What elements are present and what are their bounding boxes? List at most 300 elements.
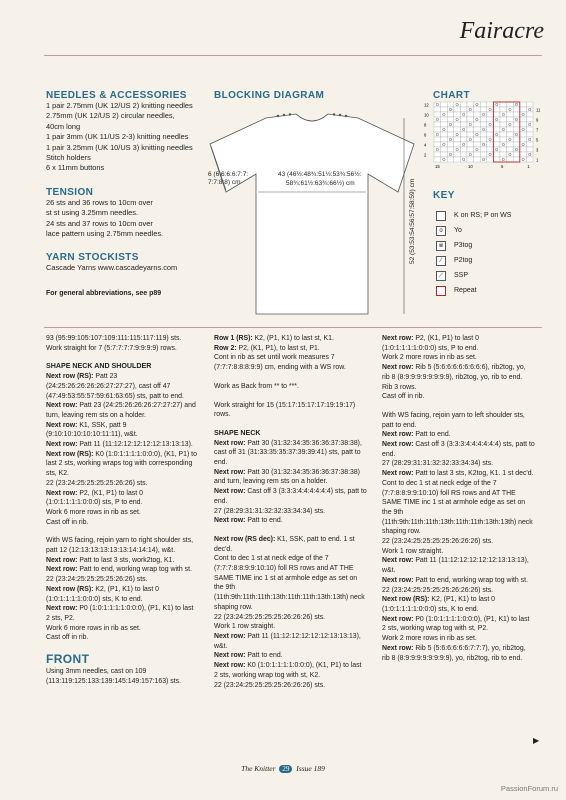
chart-cell	[520, 137, 527, 142]
chart-cell	[467, 147, 474, 152]
instruction-line: Next row: P2, (K1, P1) to last 0 (1:0:1:1:1:1:0:0:0) sts, P to end.	[46, 489, 143, 507]
row-label: Next row:	[46, 605, 78, 613]
chart-cell	[441, 122, 448, 127]
instruction-line: Next row: K0 (1:0:1:1:1:1:0:0:0), (K1, P1) to last 2 sts, working wrap tog with st, K2.	[214, 662, 362, 679]
chart-cell	[487, 157, 494, 162]
key-item: ⟋ SSP	[436, 268, 556, 283]
chart-cell	[507, 152, 514, 157]
chart-cell	[460, 147, 467, 152]
chart-cell	[474, 147, 481, 152]
chart-cell	[480, 127, 487, 132]
p2tog-symbol: ⁄	[436, 256, 446, 266]
chart-cell	[434, 102, 441, 107]
row-label: Next row:	[214, 517, 246, 525]
row-label: Next row:	[46, 489, 78, 497]
chart-cell	[520, 152, 527, 157]
row-label: Row 2:	[214, 344, 237, 352]
instruction-line: Next row: P2, (K1, P1) to last 0 (1:0:1:1:1:1:0:0:0) sts, P to end.	[382, 335, 479, 352]
chart-cell	[513, 117, 520, 122]
tension-line: lace pattern using 2.75mm needles.	[46, 229, 164, 239]
instruction-line: Using 3mm needles, cast on 109 (113:119:125:133:139:145:149:157:163) sts.	[46, 668, 181, 685]
row-label: Next row:	[382, 441, 414, 449]
chart-cell	[454, 132, 461, 137]
tension-section	[46, 187, 163, 240]
chart-cell	[520, 142, 527, 147]
instruction-line: Work straight for 7 (5:7:7:7:7:9:9:9:9) rows.	[46, 344, 177, 352]
tension-line: 24 sts and 37 rows to 10cm over	[46, 218, 153, 228]
chart-cell	[467, 102, 474, 107]
key-item: K on RS; P on WS	[436, 208, 556, 223]
chart-row-number: 4	[424, 142, 427, 148]
chart-cell	[441, 107, 448, 112]
chart-cell	[434, 117, 441, 122]
instruction-line: 22 (23:24:25:25:25:25:26:26:26) sts.	[382, 586, 494, 594]
chart-row-number: 3	[536, 147, 539, 153]
chart-cell	[493, 132, 500, 137]
chart-cell	[487, 112, 494, 117]
chart-cell	[507, 102, 514, 107]
chart-cell	[487, 137, 494, 142]
chart-cell	[474, 132, 481, 137]
row-label: Next row:	[46, 402, 78, 410]
chart-cell	[493, 127, 500, 132]
row-label: Next row:	[214, 652, 246, 660]
chart-cell	[474, 122, 481, 127]
chart-cell	[500, 157, 507, 162]
chart-cell	[447, 157, 454, 162]
chart-cell	[500, 127, 507, 132]
needles-line: 40cm long	[46, 121, 81, 131]
instruction-line: 22 (23:24:25:25:25:25:26:26) sts.	[46, 479, 148, 487]
chart-cell	[474, 102, 481, 107]
chart-cell	[480, 147, 487, 152]
chart-cell	[474, 117, 481, 122]
spacer	[46, 643, 199, 652]
instruction-line: Work 1 row straight.	[214, 623, 276, 631]
instruction-line: Cont in rib as set until work measures 7 (7:7:7:8:8:8:9:9) cm, ending with a WS row.	[214, 354, 346, 372]
row-label: Next row:	[214, 662, 246, 670]
instruction-line: Next row: Patt to end.	[214, 517, 283, 525]
chart-cell	[447, 102, 454, 107]
repeat-symbol	[436, 286, 446, 296]
chart-cell	[441, 147, 448, 152]
chart-cell	[507, 117, 514, 122]
row-label: Next row:	[46, 441, 78, 449]
spacer	[382, 402, 535, 411]
chart-cell	[480, 152, 487, 157]
chart-cell	[513, 102, 520, 107]
chart-cell	[454, 152, 461, 157]
instruction-line: Row 1 (RS): K2, (P1, K1) to last st, K1.	[214, 335, 334, 342]
spacer	[46, 527, 199, 536]
chart-col-number: 10	[468, 164, 473, 169]
p3tog-symbol: ※	[436, 241, 446, 251]
chart-cell	[467, 107, 474, 112]
chart-cell	[487, 147, 494, 152]
chart-cell	[460, 142, 467, 147]
chart-cell	[480, 122, 487, 127]
row-label: Next row:	[382, 615, 414, 623]
chart-cell	[460, 102, 467, 107]
chart-cell	[467, 152, 474, 157]
chart-row-number: 7	[536, 127, 539, 133]
chart-cell	[487, 122, 494, 127]
yarn-heading: YARN STOCKISTS	[46, 252, 139, 263]
footer-issue: Issue 189	[296, 764, 325, 773]
chart-cell	[500, 117, 507, 122]
instruction-line: Next row: Patt to last 3 sts, K2tog, K1. 1 st dec'd.	[382, 470, 534, 478]
chart-cell	[460, 127, 467, 132]
chart-cell	[500, 112, 507, 117]
chart-cell	[441, 152, 448, 157]
chart-cell	[500, 142, 507, 147]
instruction-line: Cast off in rib.	[382, 393, 425, 401]
tension-heading: TENSION	[46, 187, 94, 198]
instruction-line: Work 2 more rows in rib as set.	[382, 354, 477, 362]
chart-cell	[480, 117, 487, 122]
instruction-line: With WS facing, rejoin yarn to left shoulder sts, patt to end.	[382, 411, 525, 429]
chart-cell	[493, 122, 500, 127]
chart-cell	[526, 132, 533, 137]
chart-cell	[487, 127, 494, 132]
needles-line: Stitch holders	[46, 153, 91, 163]
chart-cell	[493, 142, 500, 147]
row-label: Row 1 (RS):	[214, 335, 253, 342]
chart-cell	[474, 142, 481, 147]
chart-cell	[507, 122, 514, 127]
chart-cell	[441, 102, 448, 107]
chart-cell	[454, 137, 461, 142]
chart-cell	[526, 152, 533, 157]
instruction-line: Cont to dec 1 st at neck edge of the 7 (7:7:8:8:9:9:10:10) foll RS rows and AT THE SAME TIME inc 1 st at armhole edge as set on the 9th (11th:9th:11th:11th:13th:11th:11th:13th:13th) neck shaping row.	[382, 479, 533, 536]
chart-cell	[520, 157, 527, 162]
chart-cell	[513, 112, 520, 117]
chart-cell	[441, 112, 448, 117]
instruction-line: Work straight for 15 (15:17:15:17:17:19:19:17) rows.	[214, 401, 356, 419]
chart-cell	[507, 137, 514, 142]
chart-cell	[493, 157, 500, 162]
footer-magazine: The Knitter	[241, 764, 276, 773]
chart-cell	[526, 127, 533, 132]
chart-cell	[467, 157, 474, 162]
chart-cell	[480, 137, 487, 142]
instruction-line: Work 6 more rows in rib as set.	[46, 508, 141, 516]
instruction-line: 22 (23:24:25:25:25:25:26:26:26) sts.	[214, 613, 326, 621]
row-label: Next row:	[46, 421, 78, 429]
instruction-line: Next row: Patt 11 (11:12:12:12:12:12:13:13:13).	[46, 441, 193, 449]
chart-cell	[507, 112, 514, 117]
chart-cell	[460, 112, 467, 117]
width-label: 43 (46½:48¾:51½:53¾:56½:	[278, 171, 362, 178]
chart-cell	[520, 122, 527, 127]
chart-row-number: 10	[424, 112, 429, 118]
chart-cell	[526, 137, 533, 142]
chart-cell	[467, 127, 474, 132]
instruction-line: Next row: Patt 11 (11:12:12:12:12:12:13:13:13), w&t.	[214, 632, 361, 650]
needles-line: 1 pair 3mm (UK 11/US 2-3) knitting needles	[46, 132, 189, 142]
chart-cell	[454, 127, 461, 132]
chart-cell	[500, 137, 507, 142]
chart-cell	[507, 107, 514, 112]
blocking-diagram-heading: BLOCKING DIAGRAM	[214, 90, 325, 101]
chart-cell	[467, 137, 474, 142]
chart-cell	[460, 122, 467, 127]
chart-cell	[526, 102, 533, 107]
chart-cell	[507, 147, 514, 152]
chart-cell	[500, 107, 507, 112]
chart-cell	[467, 142, 474, 147]
blocking-diagram	[208, 104, 420, 326]
instruction-line: Next row: Cast off 3 (3:3:3:4:4:4:4:4:4) sts, patt to end.	[382, 441, 535, 458]
chart-cell	[520, 147, 527, 152]
chart-col-number: 15	[435, 164, 440, 169]
chart-cell	[454, 147, 461, 152]
key-item: ⁄ P2tog	[436, 253, 556, 268]
instruction-line: 93 (95:99:105:107:109:111:115:117:119) sts.	[46, 335, 182, 342]
chart-cell	[480, 107, 487, 112]
instruction-line: Next row: Rib 5 (5:6:6:6:6:6:7:7:7), yo, rib2tog, rib 8 (8:9:9:9:9:9:9:9:9), yo, rib2tog, rib to end.	[382, 644, 526, 662]
chart-cell	[454, 142, 461, 147]
instruction-line: Next row: Patt to end, working wrap tog with st.	[46, 566, 192, 574]
row-label: Next row:	[214, 488, 246, 496]
chart-cell	[526, 157, 533, 162]
key-item: o Yo	[436, 223, 556, 238]
chart-cell	[487, 102, 494, 107]
chart-cell	[520, 117, 527, 122]
tension-line: st st using 3.25mm needles.	[46, 208, 139, 218]
instruction-line: Next row: Patt to end, working wrap tog with st.	[382, 576, 528, 584]
spacer	[214, 526, 367, 535]
instruction-line: Next row (RS): K2, (P1, K1) to last 0 (1:0:1:1:1:1:0:0:0) sts, K to end.	[46, 585, 159, 603]
chart-cell	[467, 117, 474, 122]
chart-cell	[526, 142, 533, 147]
chart-cell	[434, 122, 441, 127]
key-item: ※ P3tog	[436, 238, 556, 253]
row-label: Next row:	[382, 431, 414, 439]
chart-cell	[513, 152, 520, 157]
chart-cell	[500, 122, 507, 127]
chart-row-number: 9	[536, 117, 539, 123]
tension-line: 26 sts and 36 rows to 10cm over	[46, 198, 153, 207]
instruction-line: 22 (23:24:25:25:25:25:26:26) sts.	[46, 576, 148, 584]
chart-cell	[526, 122, 533, 127]
spacer	[46, 353, 199, 362]
ssp-symbol: ⟋	[436, 271, 446, 281]
chart-cell	[487, 117, 494, 122]
needles-heading: NEEDLES & ACCESSORIES	[46, 90, 187, 101]
chart-cell	[454, 122, 461, 127]
row-label: Next row:	[214, 632, 246, 640]
footer	[0, 764, 566, 773]
row-label: Next row (RS):	[382, 596, 430, 604]
chart-cell	[447, 142, 454, 147]
instruction-line: Next row: Rib 5 (5:6:6:6:6:6:6:6:6), rib2tog, yo, rib 8 (8:9:9:9:9:9:9:9:9), rib2tog, yo, rib to end.	[382, 364, 526, 381]
chart-cell	[480, 132, 487, 137]
chart-cell	[434, 132, 441, 137]
instruction-line: 27 (28:29:31:31:32:32:33:34:34) sts.	[382, 460, 494, 468]
instruction-line: Cont to dec 1 st at neck edge of the 7 (7:7:7:8:8:9:9:10:10) foll RS rows and AT THE SAME TIME inc 1 st at armhole edge as set on the 9th (11th:9th:11th:11th:13th:11th:11th:13th:13th) neck shaping row.	[214, 555, 365, 611]
chart-row-number: 6	[424, 132, 427, 138]
chart-cell	[513, 157, 520, 162]
instruction-line: Next row: Patt 30 (31:32:34:35:36:36:37:38:38) and turn, leaving rem sts on a holder.	[214, 468, 360, 486]
chart-cell	[520, 102, 527, 107]
chart-col-number: 5	[501, 164, 504, 169]
chart-cell	[447, 112, 454, 117]
chart-cell	[434, 157, 441, 162]
row-label: Next row (RS dec):	[214, 535, 276, 543]
instruction-line: Next row: Patt to last 3 sts, work2tog, K1.	[46, 556, 175, 564]
abbreviations-note: For general abbreviations, see p89	[46, 290, 162, 297]
instruction-line: Next row: Cast off 3 (3:3:3:4:4:4:4:4:4) sts, patt to end.	[214, 488, 367, 505]
chart-cell	[447, 147, 454, 152]
spacer	[214, 373, 367, 382]
chart-row-number: 2	[424, 152, 427, 158]
chart-cell	[507, 142, 514, 147]
chart-cell	[447, 152, 454, 157]
continue-arrow-icon: ▶	[533, 736, 540, 745]
needles-section	[46, 90, 193, 174]
chart-cell	[493, 117, 500, 122]
chart-cell	[441, 132, 448, 137]
chart-cell	[441, 117, 448, 122]
chart-cell	[513, 137, 520, 142]
chart-cell	[454, 117, 461, 122]
pattern-column-3	[382, 334, 535, 663]
chart-cell	[474, 152, 481, 157]
chart-cell	[493, 137, 500, 142]
chart-cell	[526, 107, 533, 112]
chart-cell	[513, 142, 520, 147]
row-label: Next row:	[214, 439, 246, 447]
chart-cell	[460, 152, 467, 157]
chart-cell	[447, 127, 454, 132]
instruction-line: Next row: Patt to end.	[214, 652, 283, 660]
chart-cell	[447, 132, 454, 137]
section-subheading: SHAPE NECK AND SHOULDER	[46, 362, 152, 371]
chart-cell	[500, 147, 507, 152]
section-heading: FRONT	[46, 652, 90, 667]
chart-cell	[520, 132, 527, 137]
instruction-line: Cast off in rib.	[46, 518, 89, 526]
yarn-section	[46, 252, 177, 273]
chart-cell	[480, 112, 487, 117]
page-number: 29	[279, 765, 292, 773]
section-subheading: SHAPE NECK	[214, 428, 261, 437]
key-item: Repeat	[436, 283, 556, 298]
chart-cell	[460, 107, 467, 112]
chart-cell	[467, 112, 474, 117]
chart-cell	[447, 137, 454, 142]
chart-cell	[441, 137, 448, 142]
chart-cell	[507, 127, 514, 132]
chart-cell	[434, 107, 441, 112]
instruction-line: Next row: Patt 30 (31:32:34:35:36:36:37:38:38), cast off 31 (31:33:35:35:37:39:39:41) sts, patt to end.	[214, 439, 362, 467]
yarn-line: Cascade Yarns www.cascadeyarns.com	[46, 263, 178, 272]
chart-cell	[441, 157, 448, 162]
needles-line: 1 pair 2.75mm (UK 12/US 2) knitting needles	[46, 101, 193, 110]
chart-cell	[480, 157, 487, 162]
instruction-line: With WS facing, rejoin yarn to right shoulder sts, patt 12 (12:13:13:13:13:13:14:14:14), w&t.	[46, 537, 194, 555]
instruction-line: Next row (RS): Patt 23 (24:25:26:26:26:26:27:27:27), cast off 47 (47:49:53:55:57:59:61:63:65) sts, patt to end.	[46, 373, 184, 400]
chart-cell	[493, 112, 500, 117]
instruction-line: Next row: Patt 23 (24:25:26:26:26:27:27:27) and turn, leaving rem sts on a holder.	[46, 402, 196, 419]
chart-cell	[493, 147, 500, 152]
chart-cell	[493, 102, 500, 107]
key-heading: KEY	[433, 190, 455, 201]
chart-cell	[500, 132, 507, 137]
chart-cell	[513, 107, 520, 112]
instruction-line: 27 (28:29:31:31:32:32:33:34:34) sts.	[214, 507, 326, 515]
knit-symbol	[436, 211, 446, 221]
chart-cell	[493, 152, 500, 157]
instruction-line: Work as Back from ** to ***.	[214, 382, 299, 390]
chart-cell	[474, 107, 481, 112]
instruction-line: Rib 3 rows.	[382, 383, 417, 391]
pattern-column-2	[214, 334, 367, 690]
instruction-line: Next row (RS): K2, (P1, K1) to last 0 (1:0:1:1:1:1:0:0:0) sts, K to end.	[382, 596, 495, 613]
chart-cell	[467, 132, 474, 137]
chart-cell	[513, 122, 520, 127]
sleeve-label: 6 (6:6:6:6:7:7:	[208, 171, 249, 178]
chart-cell	[487, 142, 494, 147]
instruction-line: Work 1 row straight.	[382, 547, 444, 555]
instruction-line: Next row (RS): K0 (1:0:1:1:1:1:0:0:0), (K1, P1) to last 2 sts, working wraps tog with corresponding sts, K2.	[46, 450, 197, 478]
chart-cell	[454, 157, 461, 162]
chart-row-number: 1	[536, 157, 539, 163]
instruction-line: Work 2 more rows in rib as set.	[382, 635, 477, 643]
chart-cell	[520, 107, 527, 112]
row-label: Next row (RS):	[46, 450, 94, 458]
chart-cell	[520, 127, 527, 132]
chart-cell	[507, 132, 514, 137]
row-label: Next row:	[382, 364, 414, 372]
row-label: Next row (RS):	[46, 373, 94, 381]
chart-cell	[487, 152, 494, 157]
instruction-line: 22 (23:24:25:25:25:25:26:26:26) sts.	[382, 538, 494, 546]
chart-cell	[513, 127, 520, 132]
chart-cell	[460, 117, 467, 122]
instruction-line: Cast off in rib.	[46, 634, 89, 642]
chart-heading: CHART	[433, 90, 470, 101]
chart-cell	[474, 127, 481, 132]
chart-row-number: 8	[424, 122, 427, 128]
chart-cell	[526, 112, 533, 117]
chart-cell	[447, 117, 454, 122]
chart-cell	[526, 147, 533, 152]
chart-cell	[493, 107, 500, 112]
chart-cell	[480, 102, 487, 107]
mid-divider	[44, 327, 542, 328]
instruction-line: Next row: Patt to end.	[382, 431, 451, 439]
instruction-line: Row 2: P2, (K1, P1), to last st, P1.	[214, 344, 320, 352]
row-label: Next row:	[214, 468, 246, 476]
chart-cell	[500, 152, 507, 157]
row-label: Next row:	[46, 566, 78, 574]
chart-cell	[460, 157, 467, 162]
row-label: Next row:	[382, 470, 414, 478]
chart-cell	[474, 112, 481, 117]
chart-cell	[434, 147, 441, 152]
chart-cell	[454, 107, 461, 112]
instruction-line: Next row (RS dec): K1, SSK, patt to end. 1 st dec'd.	[214, 535, 355, 553]
chart-cell	[513, 132, 520, 137]
page-title: Fairacre	[459, 18, 544, 44]
sleeve-label-2: 7:7:8:8) cm	[208, 179, 241, 186]
chart-cell	[441, 127, 448, 132]
chart-cell	[454, 112, 461, 117]
chart-cell	[513, 147, 520, 152]
top-divider	[44, 55, 542, 56]
